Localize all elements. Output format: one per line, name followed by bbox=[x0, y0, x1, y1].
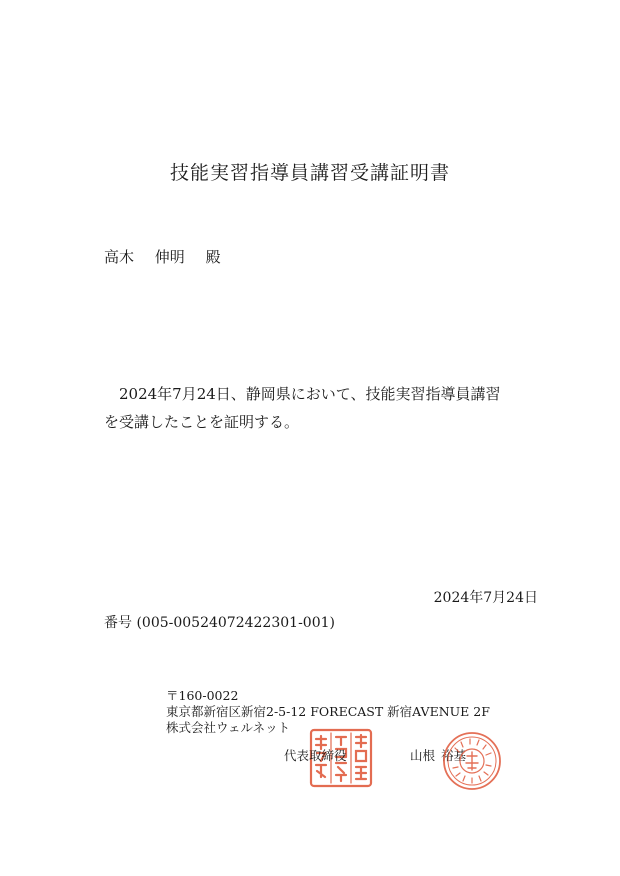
recipient-given-name: 伸明 bbox=[154, 248, 185, 266]
body-line-1: 2024年7月24日、静岡県において、技能実習指導員講習 bbox=[119, 385, 501, 403]
issue-date: 2024年7月24日 bbox=[433, 590, 538, 606]
recipient-name bbox=[104, 246, 221, 267]
issuer-company: 株式会社ウェルネット bbox=[166, 720, 291, 735]
issuer-postal-code: 〒160-0022 bbox=[166, 688, 239, 703]
recipient-family-name: 高木 bbox=[104, 248, 135, 266]
body-line-2: を受講したことを証明する。 bbox=[104, 413, 300, 431]
issuer-address: 東京都新宿区新宿2-5-12 FORECAST 新宿AVENUE 2F bbox=[166, 704, 490, 719]
representative-given-name: 裕基 bbox=[441, 748, 467, 763]
representative-seal-stamp bbox=[441, 730, 503, 792]
document-title: 技能実習指導員講習受講証明書 bbox=[169, 162, 450, 184]
representative-title: 代表取締役 bbox=[284, 748, 347, 763]
recipient-honorific: 殿 bbox=[205, 248, 221, 266]
certificate-number: 番号 (005-00524072422301-001) bbox=[104, 615, 335, 631]
representative-family-name: 山根 bbox=[410, 748, 436, 763]
certificate-body bbox=[104, 380, 544, 436]
